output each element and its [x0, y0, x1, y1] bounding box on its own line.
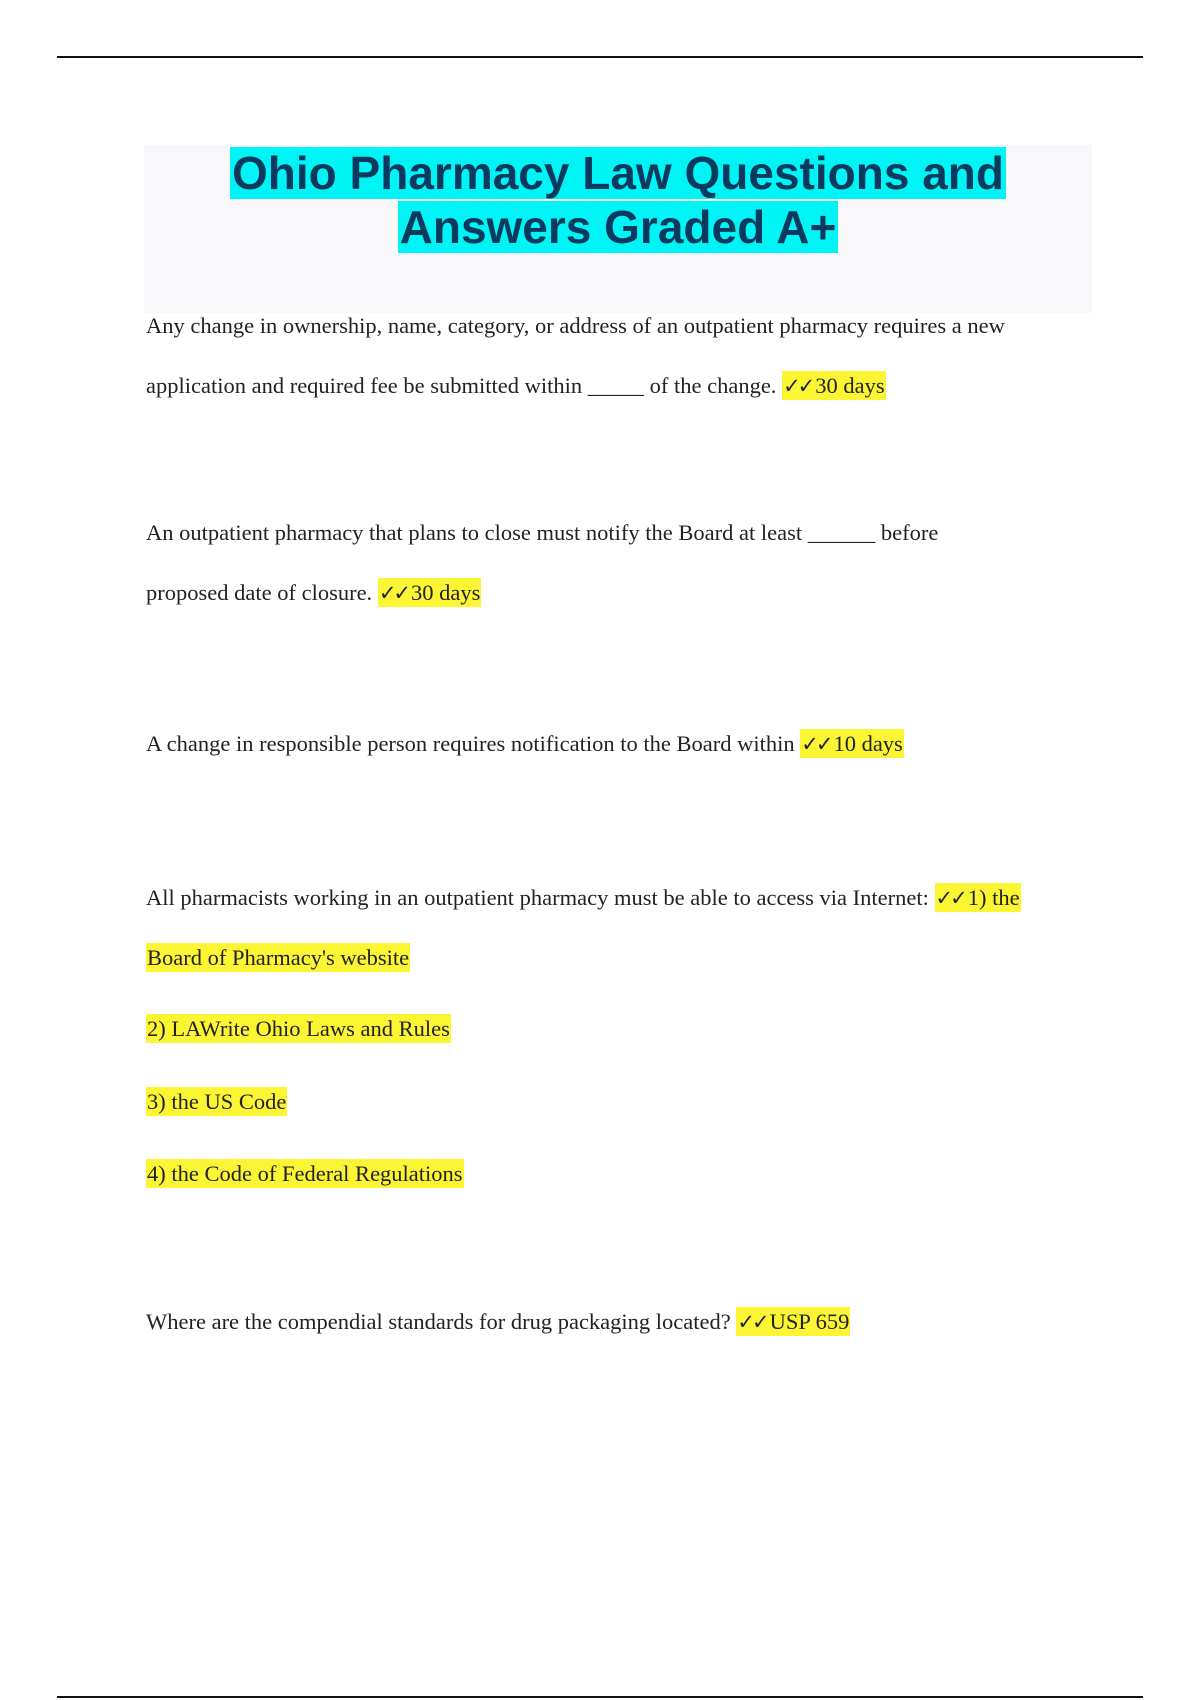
question-3-text-1: A change in responsible person requires notification to the Board within [146, 731, 801, 756]
answer-1: 30 days [815, 373, 885, 398]
question-2-text-2: proposed date of closure. [146, 580, 378, 605]
top-rule [57, 56, 1143, 58]
question-4-line-1 [146, 868, 1096, 928]
question-5-text-1: Where are the compendial standards for drug packaging located? [146, 1309, 737, 1334]
answer-2-highlight [378, 578, 482, 607]
question-5-line-1 [146, 1292, 1096, 1352]
check-mark-icon: ✓✓ [935, 886, 965, 910]
answer-4-item-2-line [146, 999, 1096, 1059]
question-1-text-2: application and required fee be submitted within _____ of the change. [146, 373, 783, 398]
answer-3-highlight [800, 729, 904, 758]
title-line-1: Ohio Pharmacy Law Questions and [232, 147, 1004, 199]
question-1-text-1: Any change in ownership, name, category, or address of an outpatient pharmacy requires a new [146, 313, 1005, 338]
answer-1-highlight [782, 371, 886, 400]
answer-3: 10 days [833, 731, 903, 756]
answer-4-part-2: Board of Pharmacy's website [147, 945, 410, 970]
question-2-line-1 [146, 503, 1096, 563]
check-mark-icon: ✓✓ [737, 1310, 767, 1334]
question-3-line-1 [146, 714, 1096, 774]
question-1-line-1 [146, 296, 1096, 356]
answer-4-item-4-line [146, 1144, 1096, 1204]
question-1-line-2 [146, 356, 1096, 416]
document-title [144, 146, 1092, 254]
answer-4-part-1: 1) the [967, 885, 1020, 910]
question-4-line-2 [146, 928, 1096, 988]
answer-4-highlight [935, 883, 1021, 912]
answer-4-item-4: 4) the Code of Federal Regulations [147, 1161, 463, 1186]
title-line-2: Answers Graded A+ [399, 201, 837, 253]
answer-2: 30 days [411, 580, 481, 605]
check-mark-icon: ✓✓ [783, 374, 813, 398]
answer-4-item-3: 3) the US Code [147, 1089, 287, 1114]
answer-4-item-2: 2) LAWrite Ohio Laws and Rules [147, 1016, 450, 1041]
question-2-text-1: An outpatient pharmacy that plans to close must notify the Board at least ______ before [146, 520, 939, 545]
check-mark-icon: ✓✓ [378, 581, 409, 605]
answer-5: USP 659 [769, 1309, 850, 1334]
answer-4-item-3-line [146, 1072, 1096, 1132]
question-2-line-2 [146, 563, 1096, 623]
bottom-rule [57, 1696, 1143, 1698]
answer-5-highlight [736, 1307, 850, 1336]
question-4-text-1: All pharmacists working in an outpatient pharmacy must be able to access via Internet: [146, 885, 935, 910]
check-mark-icon: ✓✓ [801, 732, 831, 756]
